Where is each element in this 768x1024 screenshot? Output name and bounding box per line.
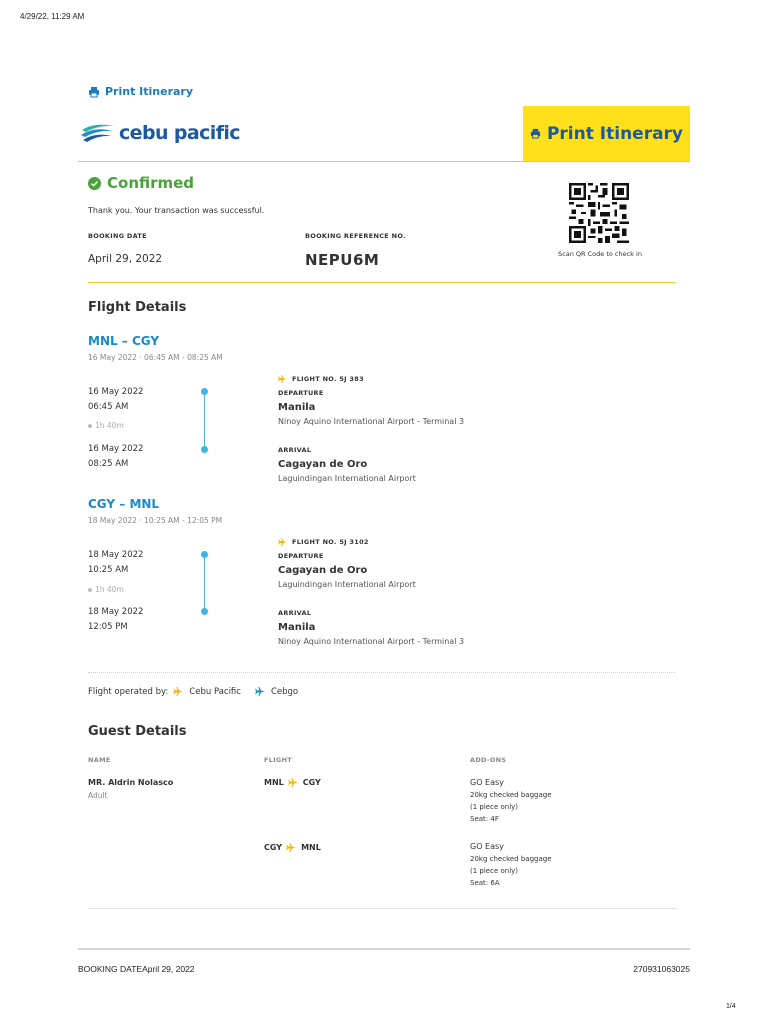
flight-2-arrival-airport: Ninoy Aquino International Airport - Terminal 3 [278, 637, 465, 646]
guest-leg-2-addon: GO Easy [470, 842, 504, 851]
guest-leg-2-addons [470, 841, 552, 889]
operator-cebgo: Cebgo [270, 686, 299, 697]
flight-2-depart-date: 18 May 2022 [88, 550, 144, 560]
cebu-pacific-logo [80, 120, 240, 146]
flight-2-arrival-label: ARRIVAL [278, 609, 312, 617]
brand-name: cebu pacific [119, 122, 240, 144]
print-itinerary-button-label: Print Itinerary [546, 123, 684, 144]
operated-by-label: Flight operated by: [88, 686, 169, 697]
footer-reference: 270931063025 [633, 964, 690, 974]
guest-leg-2-baggage: 20kg checked baggage [470, 855, 552, 863]
flight-1-route: MNL – CGY [88, 334, 160, 348]
plane-icon [278, 374, 288, 384]
operated-by [88, 686, 298, 697]
flight-1-departure-city: Manila [278, 402, 316, 413]
flight-details-title: Flight Details [88, 300, 187, 315]
flight-2-duration: 1h 40m [88, 585, 124, 594]
flight-2-number-label: FLIGHT NO. 5J 3102 [292, 538, 369, 546]
flight-1-arrival-city: Cagayan de Oro [278, 459, 368, 470]
flight-2-timeline [204, 555, 205, 612]
flight-2-departure-time [88, 548, 143, 578]
flight-1-timeline [204, 392, 205, 449]
cebu-pacific-logo-icon [80, 120, 116, 146]
flight-1-duration: 1h 40m [88, 421, 124, 430]
flight-2-arrive-date: 18 May 2022 [88, 607, 144, 617]
header-divider [78, 161, 690, 162]
guest-leg-2 [264, 842, 321, 853]
booking-reference-value: NEPU6M [305, 251, 380, 269]
check-circle-icon [88, 177, 101, 190]
guest-leg-1-pieces: (1 piece only) [470, 803, 519, 811]
guest-leg-1 [264, 777, 321, 788]
guest-details-title: Guest Details [88, 724, 187, 739]
guest-leg-1-from: MNL [264, 778, 284, 787]
booking-reference-label: BOOKING REFERENCE NO. [305, 232, 406, 240]
qr-caption: Scan QR Code to check in [558, 250, 642, 258]
flight-divider [88, 672, 676, 673]
flight-2-departure-label: DEPARTURE [278, 552, 324, 560]
guest-leg-1-baggage: 20kg checked baggage [470, 791, 552, 799]
flight-1-number-label: FLIGHT NO. 5J 383 [292, 375, 364, 383]
flight-1-departure-airport: Ninoy Aquino International Airport - Terminal 3 [278, 417, 465, 426]
operator-cebu-pacific: Cebu Pacific [189, 686, 241, 697]
flight-1-summary: 16 May 2022 · 06:45 AM - 08:25 AM [88, 353, 223, 362]
footer-divider [78, 948, 690, 950]
flight-1-depart-time: 06:45 AM [88, 402, 129, 412]
qr-code-icon [569, 183, 629, 243]
printer-icon [88, 86, 100, 98]
print-itinerary-link-label: Print Itinerary [105, 85, 194, 98]
flight-1-arrive-date: 16 May 2022 [88, 444, 144, 454]
flight-2-summary: 18 May 2022 · 10:25 AM - 12:05 PM [88, 516, 223, 525]
footer-booking-date: BOOKING DATEApril 29, 2022 [78, 964, 195, 974]
flight-2-departure-city: Cagayan de Oro [278, 565, 368, 576]
printer-icon [530, 128, 541, 139]
confirmed-status [88, 174, 194, 192]
plane-icon [278, 537, 288, 547]
flight-2-timeline-end [201, 608, 208, 615]
plane-icon [288, 777, 299, 788]
flight-2-arrival-time [88, 605, 143, 635]
booking-divider [88, 282, 676, 283]
flight-1-arrival-time [88, 442, 143, 472]
flight-1-arrive-time: 08:25 AM [88, 459, 129, 469]
flight-2-number [278, 537, 369, 547]
flight-1-arrival-airport: Laguindingan International Airport [278, 474, 416, 483]
confirmed-label: Confirmed [107, 174, 195, 192]
guest-type: Adult [88, 791, 108, 800]
booking-date-value: April 29, 2022 [88, 253, 163, 265]
flight-2-depart-time: 10:25 AM [88, 565, 129, 575]
flight-2-departure-airport: Laguindingan International Airport [278, 580, 416, 589]
plane-icon [286, 842, 297, 853]
print-timestamp: 4/29/22, 11:29 AM [20, 12, 85, 21]
column-add-ons: ADD-ONS [470, 756, 507, 764]
transaction-message: Thank you. Your transaction was successful. [88, 206, 265, 215]
plane-icon [255, 686, 266, 697]
booking-date-label: BOOKING DATE [88, 232, 147, 240]
flight-1-arrival-label: ARRIVAL [278, 446, 312, 454]
plane-icon [173, 686, 184, 697]
flight-1-timeline-start [201, 388, 208, 395]
guest-leg-2-seat: Seat: 6A [470, 879, 500, 887]
flight-1-departure-time [88, 385, 143, 415]
guest-leg-2-pieces: (1 piece only) [470, 867, 519, 875]
guest-leg-1-addons [470, 777, 552, 825]
guest-divider [88, 908, 676, 909]
guest-leg-1-to: CGY [302, 778, 321, 787]
guest-name: MR. Aldrin Nolasco [88, 778, 174, 787]
flight-1-departure-label: DEPARTURE [278, 389, 324, 397]
guest-leg-1-addon: GO Easy [470, 778, 504, 787]
column-name: NAME [88, 756, 111, 764]
column-flight: FLIGHT [264, 756, 293, 764]
flight-1-number [278, 374, 364, 384]
flight-2-route: CGY – MNL [88, 497, 160, 511]
flight-1-timeline-end [201, 446, 208, 453]
guest-leg-2-from: CGY [264, 843, 283, 852]
guest-leg-2-to: MNL [301, 843, 321, 852]
flight-1-depart-date: 16 May 2022 [88, 387, 144, 397]
flight-2-timeline-start [201, 551, 208, 558]
flight-2-arrival-city: Manila [278, 622, 316, 633]
print-itinerary-button[interactable] [523, 106, 690, 161]
print-itinerary-link[interactable] [88, 85, 193, 98]
guest-leg-1-seat: Seat: 4F [470, 815, 499, 823]
flight-2-arrive-time: 12:05 PM [88, 622, 128, 632]
page-number: 1/4 [726, 1003, 736, 1010]
